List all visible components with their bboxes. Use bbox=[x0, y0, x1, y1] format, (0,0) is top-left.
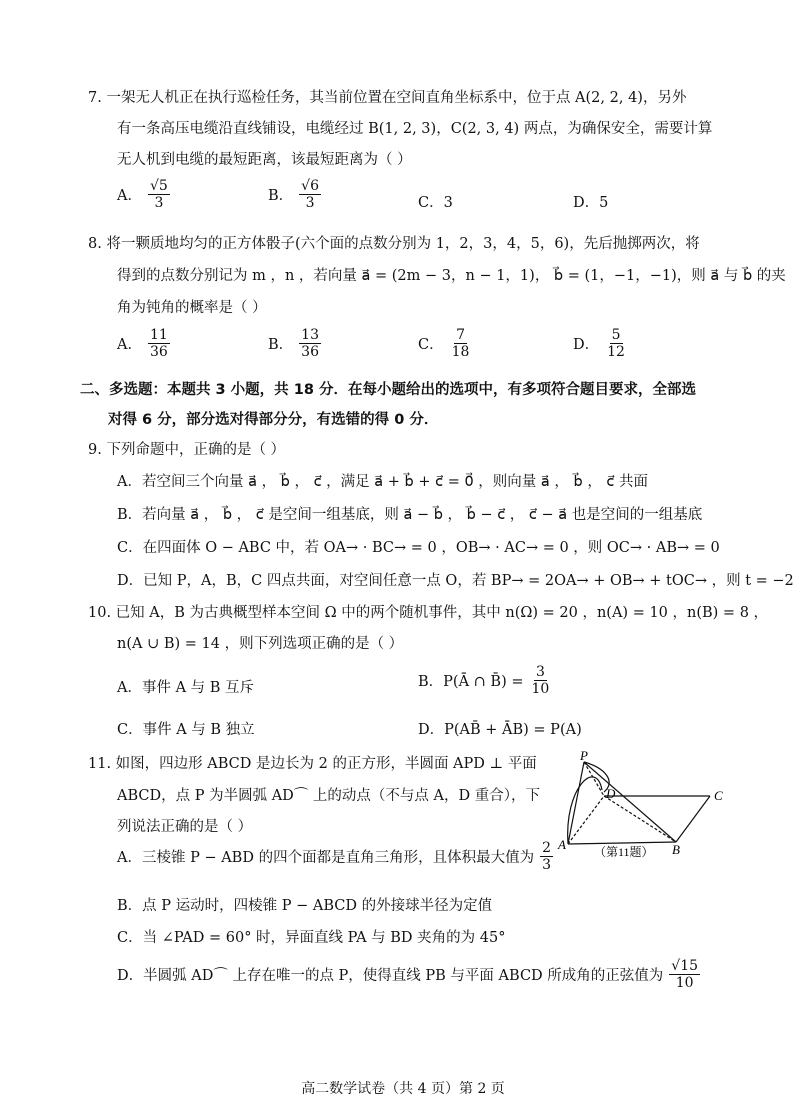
section2-heading-line1: 二、多选题：本题共 3 小题，共 18 分．在每小题给出的选项中，有多项符合题目要求，全部选 bbox=[80, 382, 696, 398]
q7-option-c: C．3 bbox=[418, 195, 453, 211]
q10-option-c: C．事件 A 与 B 独立 bbox=[117, 722, 255, 738]
fig-label-a: A bbox=[558, 837, 566, 852]
fig-label-b: B bbox=[672, 842, 680, 857]
q11-option-d: D．半圆弧 AD⌒ 上存在唯一的点 P，使得直线 PB 与平面 ABCD 所成角的正弦值为 $\frac{√15}{10}$ bbox=[117, 958, 699, 992]
q8-option-c: C． $\frac{7}{18}$ bbox=[418, 327, 470, 361]
q9-option-c: C．在四面体 O − ABC 中，若 OA→ · BC→ = 0 ，OB→ · AC→ = 0 ，则 OC→ · AB→ = 0 bbox=[117, 540, 720, 556]
q11-line2: ABCD，点 P 为半圆弧 AD⌒ 上的动点（不与点 A，D 重合），下 bbox=[117, 788, 540, 804]
q8-line1: 8. 将一颗质地均匀的正方体骰子(六个面的点数分别为 1，2，3，4，5，6)，先后抛掷两次，将 bbox=[88, 236, 700, 252]
section2-heading-line2: 对得 6 分，部分选对得部分分，有选错的得 0 分． bbox=[108, 412, 439, 428]
q10-line1: 10. 已知 A，B 为古典概型样本空间 Ω 中的两个随机事件，其中 n(Ω) = 20 ，n(A) = 10 ，n(B) = 8 ， bbox=[88, 605, 769, 621]
q9-option-b: B．若向量 a⃗ ， b⃗ ， c⃗ 是空间一组基底，则 a⃗ − b⃗ ， b⃗ − c⃗ ， c⃗ − a⃗ 也是空间的一组基底 bbox=[117, 507, 703, 523]
q11-line3: 列说法正确的是（ ） bbox=[117, 819, 253, 835]
q10-option-a: A．事件 A 与 B 互斥 bbox=[117, 680, 255, 696]
fig-label-d: D bbox=[606, 786, 616, 801]
q10-option-d: D．P(AB̄ + ĀB) = P(A) bbox=[418, 722, 582, 738]
fig-label-c: C bbox=[714, 788, 723, 803]
q8-line3: 角为钝角的概率是（ ） bbox=[117, 300, 267, 316]
q8-line2: 得到的点数分别记为 m ，n ，若向量 a⃗ = (2m − 3，n − 1，1)， b⃗ = (1，−1，−1)，则 a⃗ 与 b⃗ 的夹 bbox=[117, 268, 786, 284]
q10-line2: n(A ∪ B) = 14 ，则下列选项正确的是（ ） bbox=[117, 636, 404, 652]
q7-line1: 7. 一架无人机正在执行巡检任务，其当前位置在空间直角坐标系中，位于点 A(2, 2, 4)，另外 bbox=[88, 90, 687, 106]
q8-option-a: A． $\frac{11}{36}$ bbox=[117, 327, 168, 361]
q7-line2: 有一条高压电缆沿直线铺设，电缆经过 B(1, 2, 3)，C(2, 3, 4) 两点，为确保安全，需要计算 bbox=[117, 121, 713, 137]
q7-line3: 无人机到电缆的最短距离，该最短距离为（ ） bbox=[117, 152, 412, 168]
q11-line1: 11. 如图，四边形 ABCD 是边长为 2 的正方形，半圆面 APD ⊥ 平面 bbox=[88, 756, 537, 772]
q9-option-d: D．已知 P，A，B，C 四点共面，对空间任意一点 O，若 BP→ = 2OA→ + OB→ + tOC→ ，则 t = −2 bbox=[117, 573, 794, 589]
q11-option-b: B．点 P 运动时，四棱锥 P − ABCD 的外接球半径为定值 bbox=[117, 898, 493, 914]
q8-option-d: D． $\frac{5}{12}$ bbox=[573, 327, 625, 361]
fig-label-p: P bbox=[580, 748, 588, 763]
q10-option-b: B．P(Ā ∩ B̄) = $\frac{3}{10}$ bbox=[418, 664, 550, 698]
q9-stem: 9. 下列命题中，正确的是（ ） bbox=[88, 442, 286, 458]
q8-option-b: B． $\frac{13}{36}$ bbox=[268, 327, 319, 361]
q7-option-b: B． $\frac{√6}{3}$ bbox=[268, 178, 319, 212]
q11-figure bbox=[556, 748, 736, 863]
q7-option-d: D．5 bbox=[573, 195, 609, 211]
fig-caption: （第11题） bbox=[594, 845, 654, 859]
q11-option-a: A．三棱锥 P − ABD 的四个面都是直角三角形，且体积最大值为 $\frac{2}{3}$ bbox=[117, 840, 551, 874]
q9-option-a: A．若空间三个向量 a⃗ ， b⃗ ， c⃗ ，满足 a⃗ + b⃗ + c⃗ = 0⃗ ，则向量 a⃗ ， b⃗ ， c⃗ 共面 bbox=[117, 474, 649, 490]
q7-option-a: A． $\frac{√5}{3}$ bbox=[117, 178, 168, 212]
q11-option-c: C．当 ∠PAD = 60° 时，异面直线 PA 与 BD 夹角的为 45° bbox=[117, 930, 506, 946]
page-footer: 高二数学试卷（共 4 页）第 2 页 bbox=[301, 1081, 505, 1097]
